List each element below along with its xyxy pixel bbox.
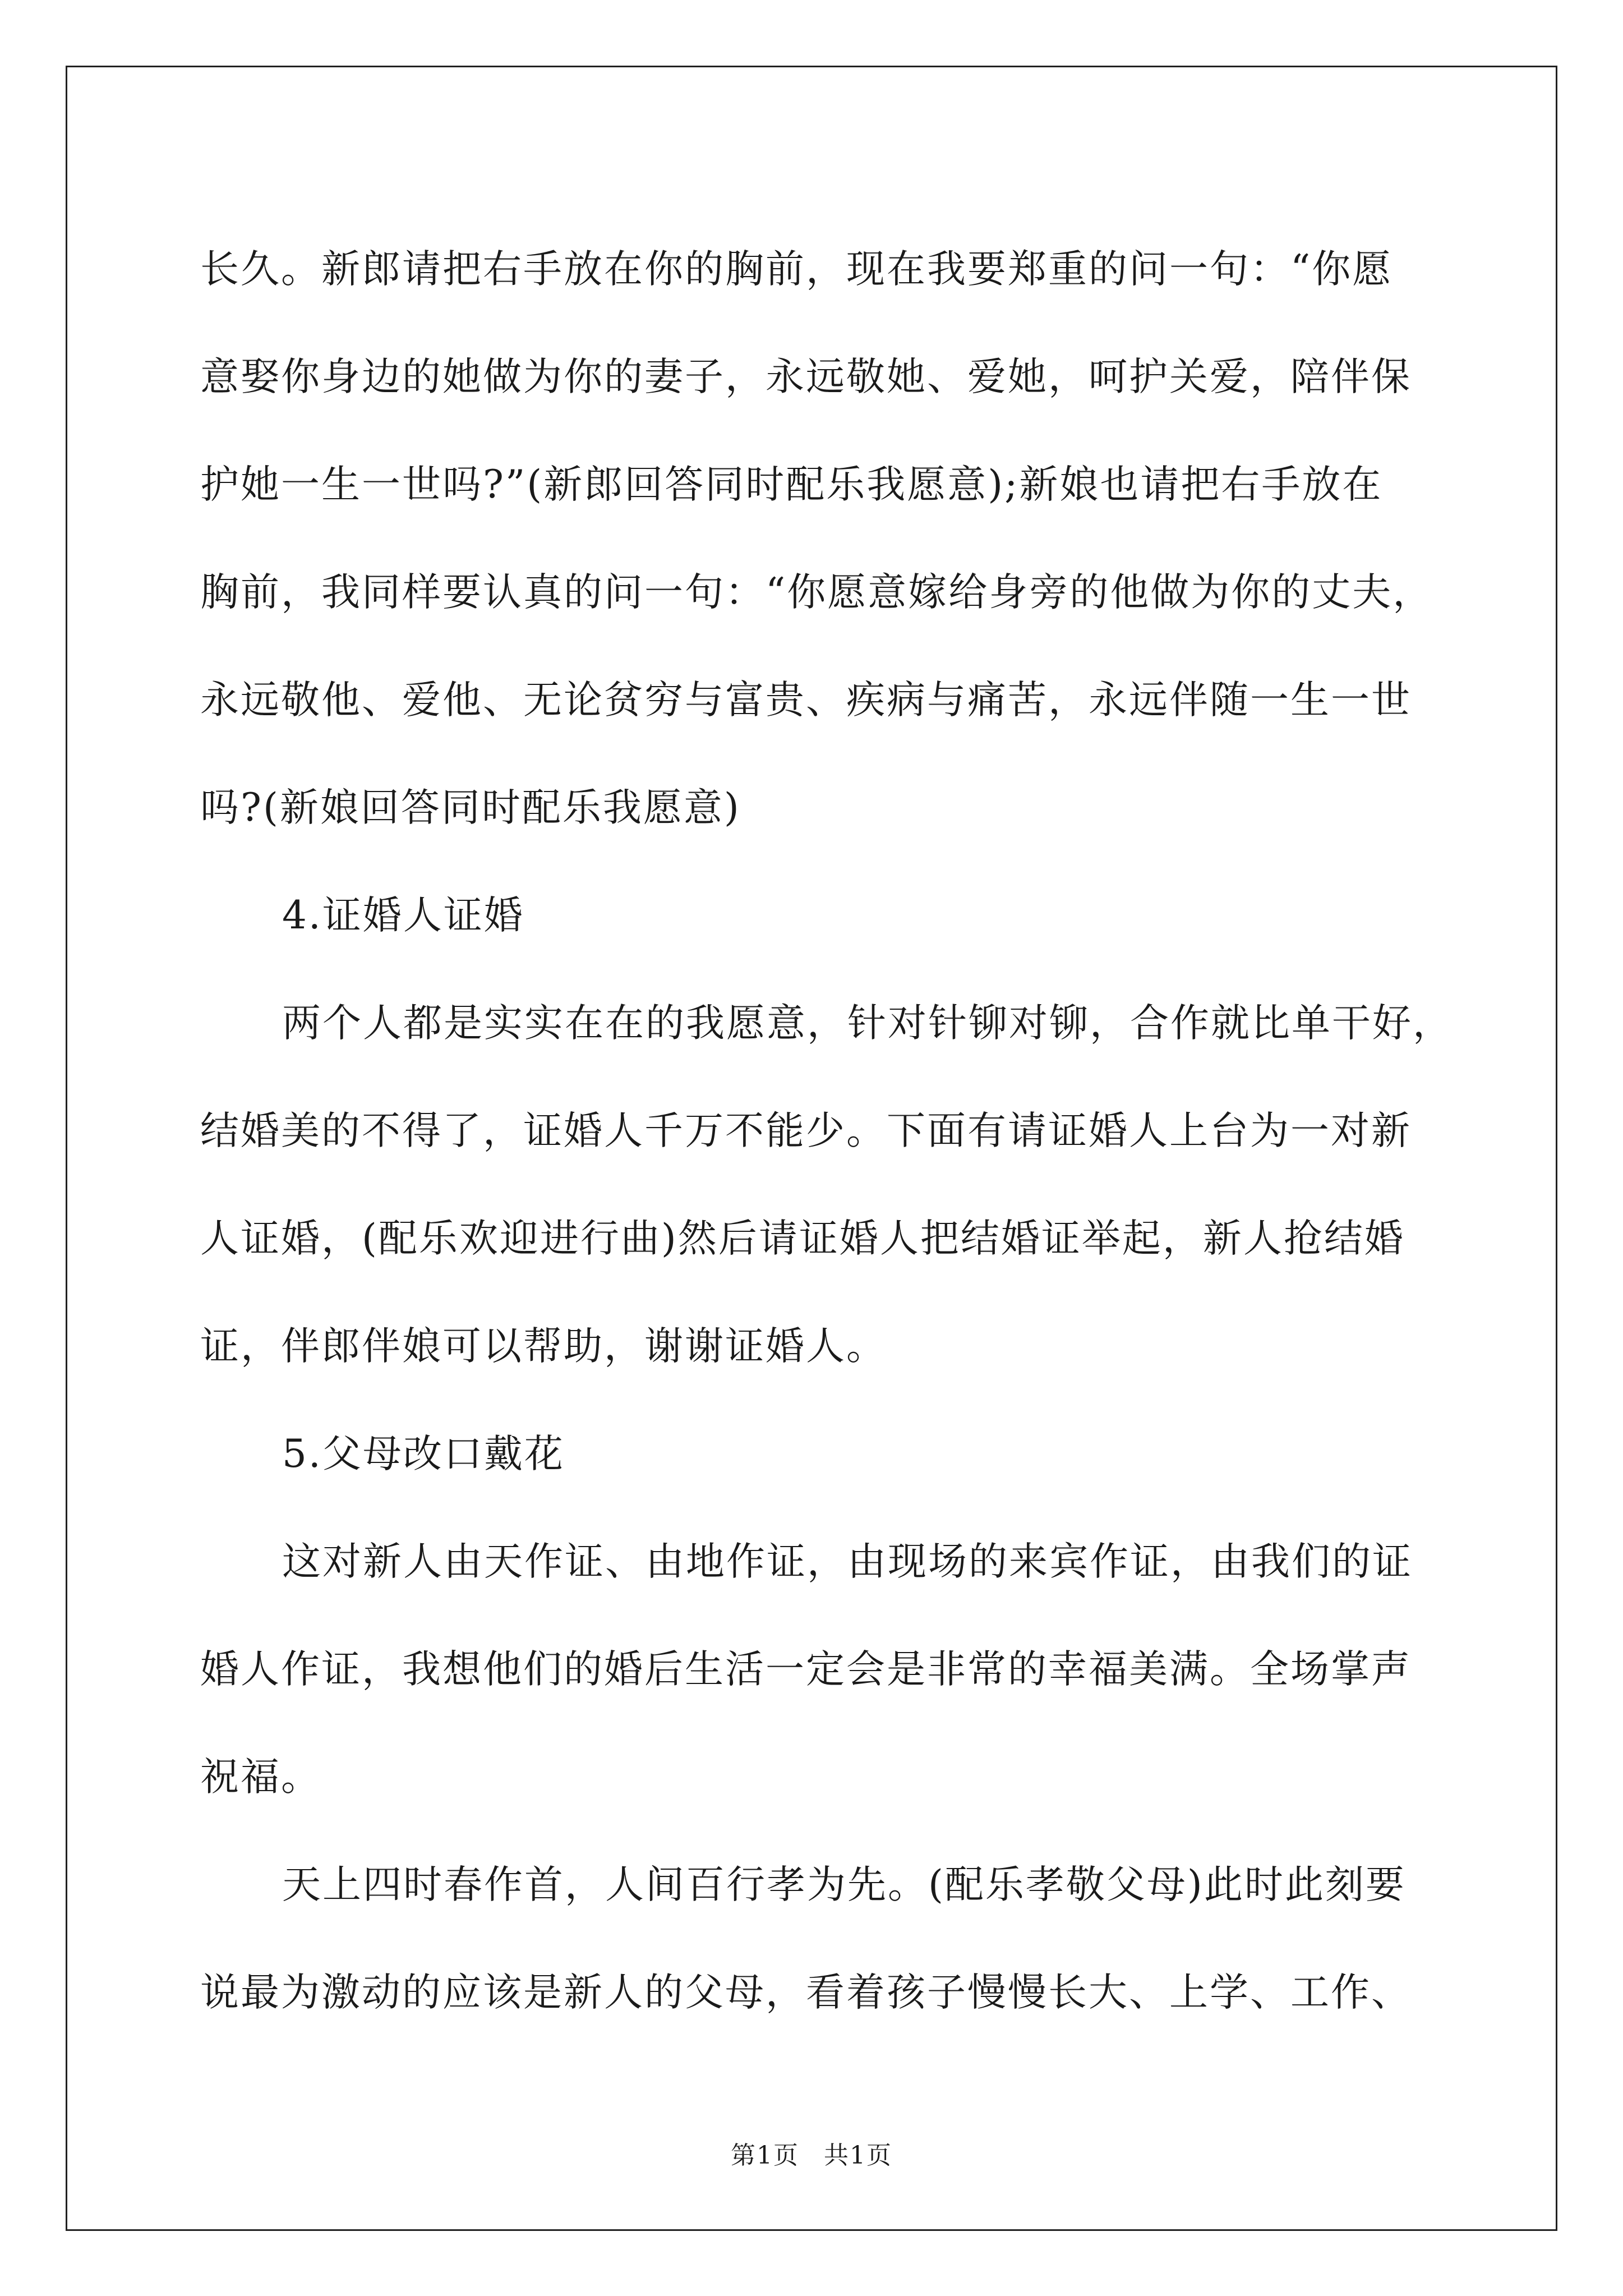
text-line: 结婚美的不得了，证婚人千万不能少。下面有请证婚人上台为一对新 (200, 1108, 1412, 1153)
text-line: 两个人都是实实在在的我愿意，针对针铆对铆，合作就比单干好， (282, 1001, 1453, 1046)
text-line: 吗?(新娘回答同时配乐我愿意) (200, 785, 741, 830)
text-line: 祝福。 (200, 1755, 321, 1800)
paragraph-witness (200, 969, 1453, 1400)
text-line: 婚人作证，我想他们的婚后生活一定会是非常的幸福美满。全场掌声 (200, 1647, 1412, 1692)
heading-text: 4.证婚人证婚 (282, 893, 524, 938)
text-line: 天上四时春作首，人间百行孝为先。(配乐孝敬父母)此时此刻要 (282, 1862, 1406, 1907)
text-line: 意娶你身边的她做为你的妻子，永远敬她、爱她，呵护关爱，陪伴保 (200, 355, 1412, 399)
paragraph-filial (200, 1831, 1428, 2046)
document-body (200, 215, 1453, 2046)
text-line: 长久。新郎请把右手放在你的胸前，现在我要郑重的问一句：“你愿 (200, 247, 1393, 292)
section-heading-parents (200, 1400, 1428, 1508)
paragraph-blessing (200, 1508, 1428, 1831)
section-heading-witness (200, 862, 1428, 969)
text-line: 胸前，我同样要认真的问一句：“你愿意嫁给身旁的他做为你的丈夫， (200, 570, 1433, 615)
text-line: 人证婚，(配乐欢迎进行曲)然后请证婚人把结婚证举起，新人抢结婚 (200, 1216, 1405, 1261)
paragraph-vows (200, 215, 1433, 862)
text-line: 这对新人由天作证、由地作证，由现场的来宾作证，由我们的证 (282, 1539, 1413, 1584)
text-line: 证，伴郎伴娘可以帮助，谢谢证婚人。 (200, 1324, 887, 1369)
current-page-number: 第1页 (731, 2141, 799, 2170)
text-line: 护她一生一世吗?”(新郎回答同时配乐我愿意);新娘也请把右手放在 (200, 462, 1383, 507)
text-line: 说最为激动的应该是新人的父母，看着孩子慢慢长大、上学、工作、 (200, 1970, 1412, 2015)
page-footer (0, 2135, 1623, 2171)
total-pages: 共1页 (824, 2141, 892, 2170)
heading-text: 5.父母改口戴花 (282, 1432, 565, 1476)
text-line: 永远敬他、爱他、无论贫穷与富贵、疾病与痛苦，永远伴随一生一世 (200, 678, 1412, 723)
